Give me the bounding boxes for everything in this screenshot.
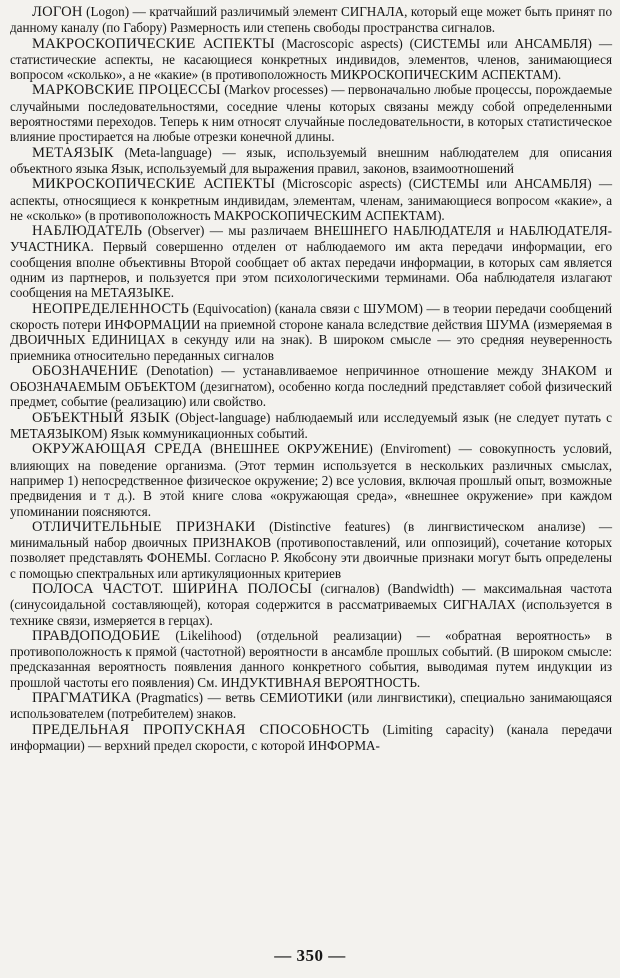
glossary-definition: (Markov processes) — первоначально любые процессы, порождаемые случайными последовательностями, соседние члены которых связаны между собой определенными вероятностями переходов. Теперь к ним относят случайные последовательности, в которых статистическое влияние простирается на любые отрезки конечной длины. (10, 82, 612, 145)
glossary-term: ОКРУЖАЮЩАЯ СРЕДА (32, 441, 203, 458)
glossary-definition: (Distinctive features) (в лингвистическом анализе) — минимальный набор двоичных ПРИЗНАКОВ (противопоставлений, или оппозиций), сочетание которых позволяет представлять ФОНЕМЫ. Согласно Р. Якобсону эти двоичные признаки могут быть определены с помощью спектральных или артикуляционных критериев (10, 518, 613, 581)
glossary-term: ОБОЗНАЧЕНИЕ (32, 362, 139, 379)
glossary-definition: (Limiting capacity) (канала передачи информации) — верхний предел скорости, с которой ИНФОРМА- (10, 721, 612, 753)
glossary-term: МАКРОСКОПИЧЕСКИЕ АСПЕКТЫ (32, 35, 275, 52)
glossary-term: ПОЛОСА ЧАСТОТ. ШИРИНА ПОЛОСЫ (32, 580, 313, 597)
glossary-term: ПРАВДОПОДОБИЕ (32, 627, 161, 644)
glossary-entry (10, 36, 612, 83)
glossary-definition: (Microscopic aspects) (СИСТЕМЫ или АНСАМБЛЯ) — аспекты, относящиеся к конкретным индивидам, элементам, членам, занимающиеся вопросом «какие», а не «сколько» (в противоположность МАКРОСКОПИЧЕСКИМ АСПЕКТАМ). (10, 176, 612, 223)
glossary-definition: (Likelihood) (отдельной реализации) — «обратная вероятность» в противоположность к прямой (частотной) вероятности в ансамбле прошлых событий. (В широком смысле: предсказанная вероятность появления данного конкретного события, выводимая путем индукции из прошлой частоты его появления) См. ИНДУКТИВНАЯ ВЕРОЯТНОСТЬ. (10, 627, 612, 690)
page-number: — 350 — (274, 946, 346, 965)
glossary-term: МИКРОСКОПИЧЕСКИЕ АСПЕКТЫ (32, 176, 276, 193)
glossary-entry (10, 82, 612, 144)
glossary-entry (10, 581, 612, 628)
glossary-entry (10, 301, 612, 363)
glossary-entry (10, 441, 612, 518)
glossary-term: ПРАГМАТИКА (32, 690, 132, 707)
glossary-term: ОБЪЕКТНЫЙ ЯЗЫК (32, 409, 170, 426)
glossary-entries (10, 4, 612, 753)
glossary-entry (10, 410, 612, 442)
glossary-definition: (Object-language) наблюдаемый или исследуемый язык (не следует путать с МЕТАЯЗЫКОМ) Язык коммуникационных событий. (10, 409, 612, 442)
glossary-definition: (Denotation) — устанавливаемое непричинное отношение между ЗНАКОМ и ОБОЗНАЧАЕМЫМ ОБЪЕКТОМ (дезигнатом), особенно когда последний представляет собой физический предмет, событие (реализацию) или свойство. (10, 362, 612, 410)
glossary-term: ОТЛИЧИТЕЛЬНЫЕ ПРИЗНАКИ (32, 518, 256, 535)
glossary-definition: (Pragmatics) — ветвь СЕМИОТИКИ (или лингвистики), специально занимающаяся использователем (потребителем) знаков. (10, 690, 612, 722)
glossary-term: МАРКОВСКИЕ ПРОЦЕССЫ (32, 82, 221, 99)
glossary-definition: (ВНЕШНЕЕ ОКРУЖЕНИЕ) (Enviroment) — совокупность условий, влияющих на поведение организма. (Этот термин используется в нескольких различных смыслах, например 1) непосредственное физическое окружение; 2) все условия, включая прошлый опыт, возможные предвидения и т д.). В этой книге слова «окружающая среда», «внешнее окружение» при каждом упоминании поясняются. (10, 441, 612, 519)
glossary-entry (10, 145, 612, 177)
glossary-entry (10, 223, 612, 300)
glossary-term: НЕОПРЕДЕЛЕННОСТЬ (32, 300, 190, 317)
glossary-term: МЕТАЯЗЫК (32, 144, 114, 161)
glossary-definition: (Equivocation) (канала связи с ШУМОМ) — в теории передачи сообщений скорость потери ИНФОРМАЦИИ на приемной стороне канала вследствие действия ШУМА (измеряемая в ДВОИЧНЫХ ЕДИНИЦАХ в секунду или на знак). В широком смысле — это средняя неуверенность приемника относительно переданных сигналов (10, 300, 612, 363)
glossary-entry (10, 4, 612, 36)
glossary-entry (10, 690, 612, 722)
glossary-term: ПРЕДЕЛЬНАЯ ПРОПУСКНАЯ СПОСОБНОСТЬ (32, 721, 370, 738)
glossary-term: НАБЛЮДАТЕЛЬ (32, 223, 143, 240)
glossary-entry (10, 519, 612, 581)
glossary-definition: (Macroscopic aspects) (СИСТЕМЫ или АНСАМБЛЯ) — статистические аспекты, не касающиеся конкретных индивидов, элементов, членов, занимающиеся вопросом «сколько», а не «какие» (в противоположность МИКРОСКОПИЧЕСКИМ АСПЕКТАМ). (10, 35, 612, 83)
glossary-entry (10, 176, 612, 223)
glossary-definition: (Logon) — кратчайший различимый элемент СИГНАЛА, который еще может быть принят по данному каналу (по Габору) Размерность или степень свободы пространства сигналов. (10, 4, 612, 36)
glossary-definition: (Meta-language) — язык, используемый внешним наблюдателем для описания объектного языка Язык, используемый для выражения правил, законов, взаимоотношений (10, 144, 612, 176)
glossary-definition: (Observer) — мы различаем ВНЕШНЕГО НАБЛЮДАТЕЛЯ и НАБЛЮДАТЕЛЯ-УЧАСТНИКА. Первый совершенно отделен от наблюдаемого им акта передачи информации, его сообщения вполне объективны Второй сообщает об актах передачи информации, в которых сам является одним из партнеров, и пользуется при этом психологическими терминами. Оба наблюдателя излагают сообщения на МЕТАЯЗЫКЕ. (10, 223, 612, 301)
glossary-entry (10, 363, 612, 410)
glossary-entry (10, 722, 612, 754)
glossary-definition: (сигналов) (Bandwidth) — максимальная частота (синусоидальной составляющей), которая содержится в рассматриваемых СИГНАЛАХ (используется в технике связи, измеряется в герцах). (10, 580, 612, 628)
glossary-term: ЛОГОН (32, 4, 83, 20)
glossary-entry (10, 628, 612, 690)
